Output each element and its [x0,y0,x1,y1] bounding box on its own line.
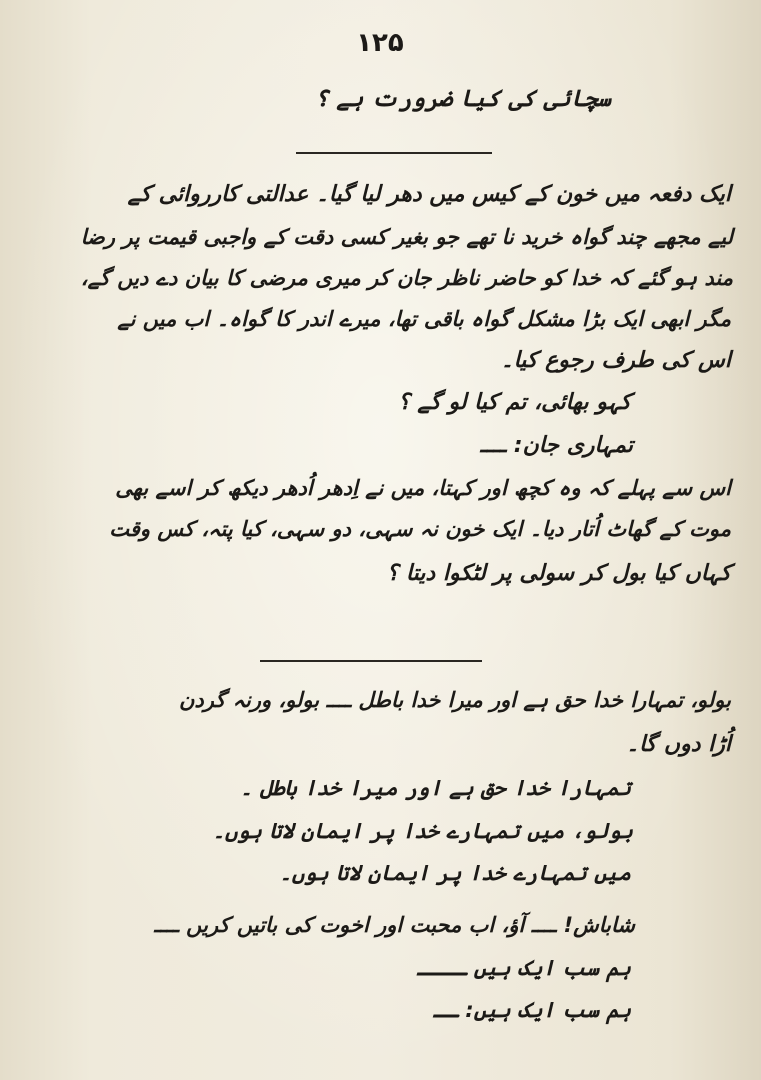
section-divider-2 [260,660,482,662]
section-3-line-5: میں تمہارے خدا پر ایمان لاتا ہوں۔ [279,861,631,885]
page-number: ۱۲۵ [356,28,404,58]
section-3-line-6: شاباش! ــــ آؤ، اب محبت اور اخوت کی باتیں کریں ــــ [154,913,635,937]
section-2-line-7: تمہاری جان: ــــ [480,433,633,458]
section-3-line-3: تمہارا خدا حق ہے اور میرا خدا باطل ۔ [240,776,631,800]
section-2-line-5: اس کی طرف رجوع کیا۔ [500,348,731,373]
section-3-line-2: اُڑا دوں گا۔ [626,732,731,757]
section-3-line-8: ہم سب ایک ہیں: ــ [433,998,631,1022]
section-divider-1 [296,152,492,154]
section-2-line-10: کہاں کیا بول کر سولی پر لٹکوا دیتا ؟ [386,561,731,586]
section-3-line-4: بولو، میں تمہارے خدا پر ایمان لاتا ہوں۔ [212,819,633,843]
section-2-line-8: اس سے پہلے کہ وہ کچھ اور کہتا، میں نے اِدھر اُدھر دیکھ کر اسے بھی [115,476,731,500]
section-2-line-1: ایک دفعہ میں خون کے کیس میں دھر لیا گیا۔ عدالتی کارروائی کے [127,182,731,207]
section-2-line-2: لیے مجھے چند گواہ خرید نا تھے جو بغیر کسی دقت کے واجبی قیمت پر رضا [80,225,733,249]
section-3-line-7: ہم سب ایک ہیں ــــ [417,956,631,980]
section-3-line-1: بولو، تمہارا خدا حق ہے اور میرا خدا باطل ــــ بولو، ورنہ گردن [179,688,731,712]
section-2-line-3: مند ہو گئے کہ خدا کو حاضر ناظر جان کر میری مرضی کا بیان دے دیں گے، [80,266,733,290]
section-2-line-4: مگر ابھی ایک بڑا مشکل گواہ باقی تھا، میرے اندر کا گواہ۔ اب میں نے [117,307,731,331]
section-1-line-1: سچائی کی کیا ضرورت ہے ؟ [314,86,611,112]
section-2-line-9: موت کے گھاٹ اُتار دیا۔ ایک خون نہ سہی، دو سہی، کیا پتہ، کس وقت [109,517,731,541]
section-2-line-6: کہو بھائی، تم کیا لو گے ؟ [398,390,631,415]
